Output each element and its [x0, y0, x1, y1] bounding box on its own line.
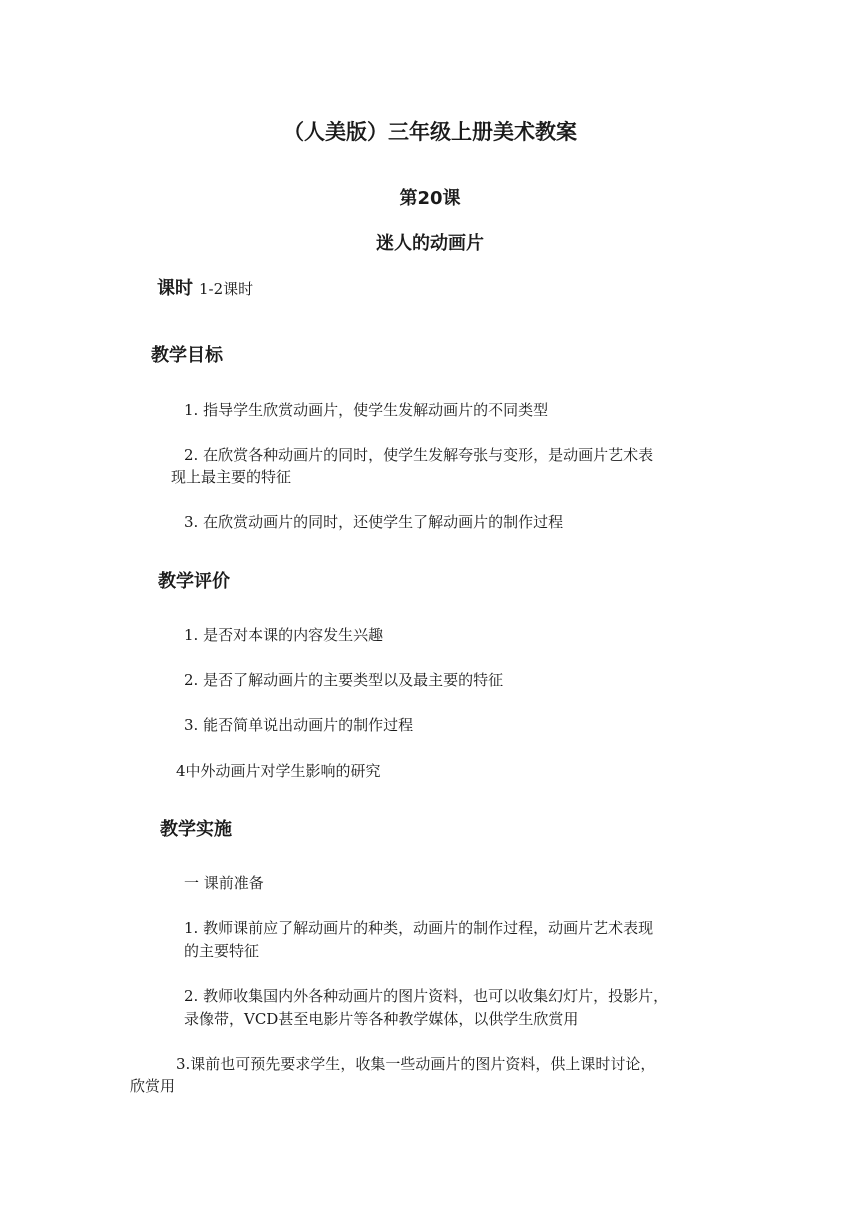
goal-item: 3. 在欣赏动画片的同时，还使学生了解动画片的制作过程	[184, 513, 564, 531]
goal-item: 2. 在欣赏各种动画片的同时，使学生发解夸张与变形，是动画片艺术表	[184, 446, 654, 464]
evaluation-item: 2. 是否了解动画片的主要类型以及最主要的特征	[184, 671, 504, 689]
lesson-subtitle: 迷人的动画片	[376, 233, 484, 254]
evaluation-item: 4中外动画片对学生影响的研究	[176, 762, 381, 780]
implementation-line: 欣赏用	[130, 1077, 176, 1095]
evaluation-item: 3. 能否简单说出动画片的制作过程	[184, 716, 414, 734]
class-period	[157, 274, 253, 300]
implementation-heading: 教学实施	[160, 819, 232, 840]
document-title: （人美版）三年级上册美术教案	[283, 120, 577, 144]
implementation-line: 2. 教师收集国内外各种动画片的图片资料，也可以收集幻灯片，投影片，	[184, 987, 669, 1005]
goal-item: 1. 指导学生欣赏动画片，使学生发解动画片的不同类型	[184, 401, 549, 419]
implementation-line: 1. 教师课前应了解动画片的种类，动画片的制作过程，动画片艺术表现	[184, 919, 654, 937]
class-period-value: 1-2课时	[199, 280, 254, 298]
evaluation-heading: 教学评价	[158, 571, 230, 592]
class-period-label: 课时	[157, 278, 193, 299]
implementation-section: 一 课前准备	[184, 874, 264, 892]
goals-heading: 教学目标	[151, 345, 223, 366]
implementation-line: 的主要特征	[184, 942, 260, 960]
evaluation-item: 1. 是否对本课的内容发生兴趣	[184, 626, 384, 644]
implementation-line: 3.课前也可预先要求学生，收集一些动画片的图片资料，供上课时讨论，	[176, 1055, 656, 1073]
goal-item-continued: 现上最主要的特征	[171, 468, 292, 486]
implementation-line: 录像带，VCD甚至电影片等各种教学媒体，以供学生欣赏用	[184, 1010, 579, 1028]
lesson-number: 第20课	[399, 188, 461, 209]
